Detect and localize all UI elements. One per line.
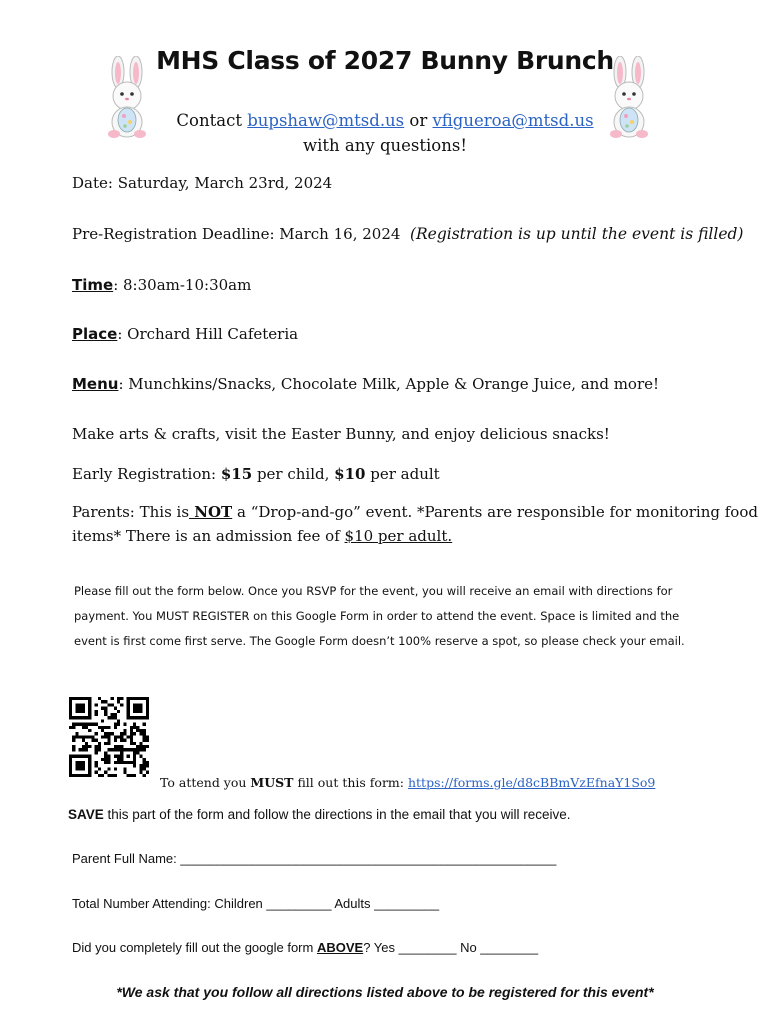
parents-not: NOT	[189, 503, 233, 521]
place-value: : Orchard Hill Cafeteria	[117, 325, 299, 343]
child-price: $15	[220, 465, 253, 483]
place-label: Place	[72, 325, 118, 343]
early-registration	[72, 465, 440, 483]
email-link-vfigueroa[interactable]: vfigueroa@mtsd.us	[432, 111, 594, 130]
adult-price: $10	[334, 465, 366, 483]
event-menu	[72, 375, 659, 393]
form-link-line	[160, 775, 655, 790]
form-link-must: MUST	[250, 775, 294, 790]
footer-note: *We ask that you follow all directions listed above to be registered for this event*	[116, 984, 654, 1000]
contact-suffix: with any questions!	[303, 136, 467, 155]
attending-field: Total Number Attending: Children _________ Adults _________	[72, 896, 440, 911]
menu-label: Menu	[72, 375, 119, 393]
instructions-line3: event is first come first serve. The Google Form doesn’t 100% reserve a spot, so please check your email.	[74, 634, 685, 648]
contact-block	[0, 108, 770, 158]
parents-notice	[72, 500, 758, 548]
instructions-line2: payment. You MUST REGISTER on this Google Form in order to attend the event. Space is limited and the	[74, 609, 680, 623]
parents-prefix: Parents: This is	[72, 503, 190, 521]
google-suffix: ? Yes ________ No ________	[363, 940, 539, 955]
event-activities: Make arts & crafts, visit the Easter Bunny, and enjoy delicious snacks!	[72, 425, 610, 443]
save-text: this part of the form and follow the directions in the email that you will receive.	[103, 807, 571, 822]
page-title: MHS Class of 2027 Bunny Brunch	[156, 46, 614, 75]
contact-prefix: Contact	[176, 111, 248, 130]
time-label: Time	[72, 276, 114, 294]
parent-name-field: Parent Full Name: ____________________________________________________	[72, 851, 557, 866]
prereg-deadline	[72, 225, 743, 243]
event-place	[72, 325, 298, 343]
time-value: : 8:30am-10:30am	[113, 276, 252, 294]
instructions-line1: Please fill out the form below. Once you RSVP for the event, you will receive an email with directions for	[74, 584, 673, 598]
save-word: SAVE	[68, 807, 104, 822]
google-prefix: Did you completely fill out the google form	[72, 940, 317, 955]
qr-code-image[interactable]	[69, 697, 149, 777]
adult-text: per adult	[365, 465, 440, 483]
event-time	[72, 276, 251, 294]
child-text: per child,	[252, 465, 335, 483]
email-link-bupshaw[interactable]: bupshaw@mtsd.us	[247, 111, 405, 130]
menu-value: : Munchkins/Snacks, Chocolate Milk, Apple & Orange Juice, and more!	[118, 375, 660, 393]
instructions	[74, 579, 714, 654]
google-above: ABOVE	[316, 940, 364, 955]
google-form-check	[72, 940, 538, 955]
form-link-prefix: To attend you	[160, 775, 251, 790]
parents-mid: a “Drop-and-go” event. *Parents are responsible for monitoring food	[232, 503, 758, 521]
prereg-text: Pre-Registration Deadline: March 16, 2024	[72, 225, 401, 243]
event-date: Date: Saturday, March 23rd, 2024	[72, 174, 333, 192]
prereg-note: (Registration is up until the event is filled)	[409, 225, 744, 243]
contact-or: or	[404, 111, 433, 130]
parents-line2: items* There is an admission fee of	[72, 527, 345, 545]
google-form-link[interactable]: https://forms.gle/d8cBBmVzEfnaY1So9	[407, 775, 656, 790]
form-link-mid: fill out this form:	[293, 775, 408, 790]
parents-fee: $10 per adult.	[344, 527, 453, 545]
save-instruction	[68, 807, 571, 822]
early-prefix: Early Registration:	[72, 465, 221, 483]
